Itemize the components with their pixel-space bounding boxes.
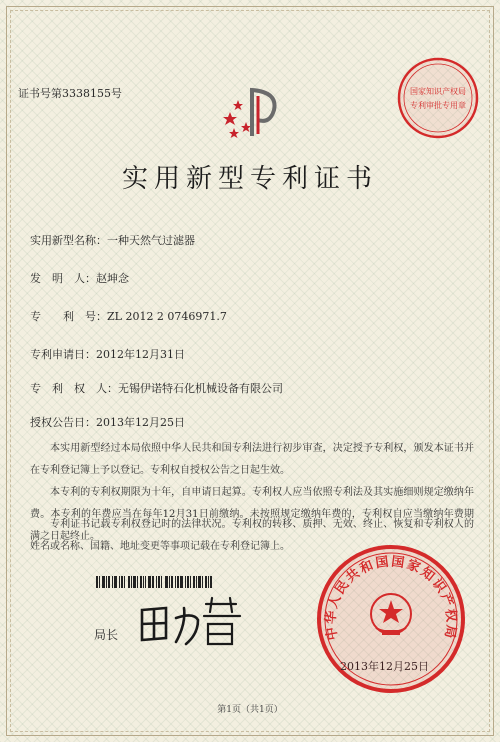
director-label: 局长 xyxy=(94,628,119,642)
document-title: 实用新型专利证书 xyxy=(121,164,378,194)
field-value: 2013年12月25日 xyxy=(96,416,185,429)
field-label: 发 明 人： xyxy=(30,272,96,285)
logo-star-1 xyxy=(223,112,237,125)
svg-text:中华人民共和国国家知识产权局: 中华人民共和国国家知识产权局 xyxy=(323,554,459,642)
page-footer: 第1页（共1页） xyxy=(217,705,283,715)
svg-text:国家知识产权局: 国家知识产权局 xyxy=(410,87,466,96)
field-label: 专利申请日： xyxy=(30,348,96,361)
field-label: 专 利 号： xyxy=(30,310,107,323)
field-application-date xyxy=(30,346,185,362)
field-publication-date xyxy=(30,414,185,430)
patent-office-logo xyxy=(222,84,284,144)
field-value: 一种天然气过滤器 xyxy=(107,234,195,247)
paragraph-grant: 本实用新型经过本局依照中华人民共和国专利法进行初步审查，决定授予专利权，颁发本证书并在专利登记簿上予以登记。专利权自授权公告之日起生效。 xyxy=(30,443,474,476)
field-patent-number xyxy=(30,308,227,324)
logo-star-3 xyxy=(229,128,239,138)
field-value: 2012年12月31日 xyxy=(96,348,185,361)
field-label: 专 利 权 人： xyxy=(30,382,118,395)
barcode xyxy=(96,576,268,588)
field-value: ZL 2012 2 0746971.7 xyxy=(107,310,227,323)
logo-star-4 xyxy=(241,122,251,132)
director-signature xyxy=(136,594,246,654)
paragraph-term: 本专利的专利权期限为十年，自申请日起算。专利权人应当依照专利法及其实施细则规定缴纳年费。本专利的年费应当在每年12月31日前缴纳。未按照规定缴纳年费的，专利权自应当缴纳年费期满之日起终止。 xyxy=(30,487,474,542)
top-right-seal xyxy=(396,56,480,140)
field-patentee xyxy=(30,380,283,396)
logo-p-mark xyxy=(252,90,275,136)
field-utility-model-name xyxy=(30,232,195,248)
logo-star-2 xyxy=(233,100,243,110)
seal-date: 2013年12月25日 xyxy=(340,660,429,673)
paragraph-legal-status: 专利证书记载专利权登记时的法律状况。专利权的转移、质押、无效、终止、恢复和专利权人的姓名或名称、国籍、地址变更等事项记载在专利登记簿上。 xyxy=(30,519,474,552)
field-inventor xyxy=(30,270,129,286)
field-value: 赵坤念 xyxy=(96,272,129,285)
certificate-number: 证书号第3338155号 xyxy=(18,87,122,100)
field-label: 授权公告日： xyxy=(30,416,96,429)
field-label: 实用新型名称： xyxy=(30,234,107,247)
field-value: 无锡伊诺特石化机械设备有限公司 xyxy=(118,382,283,395)
svg-text:专利审批专用章: 专利审批专用章 xyxy=(410,101,466,110)
